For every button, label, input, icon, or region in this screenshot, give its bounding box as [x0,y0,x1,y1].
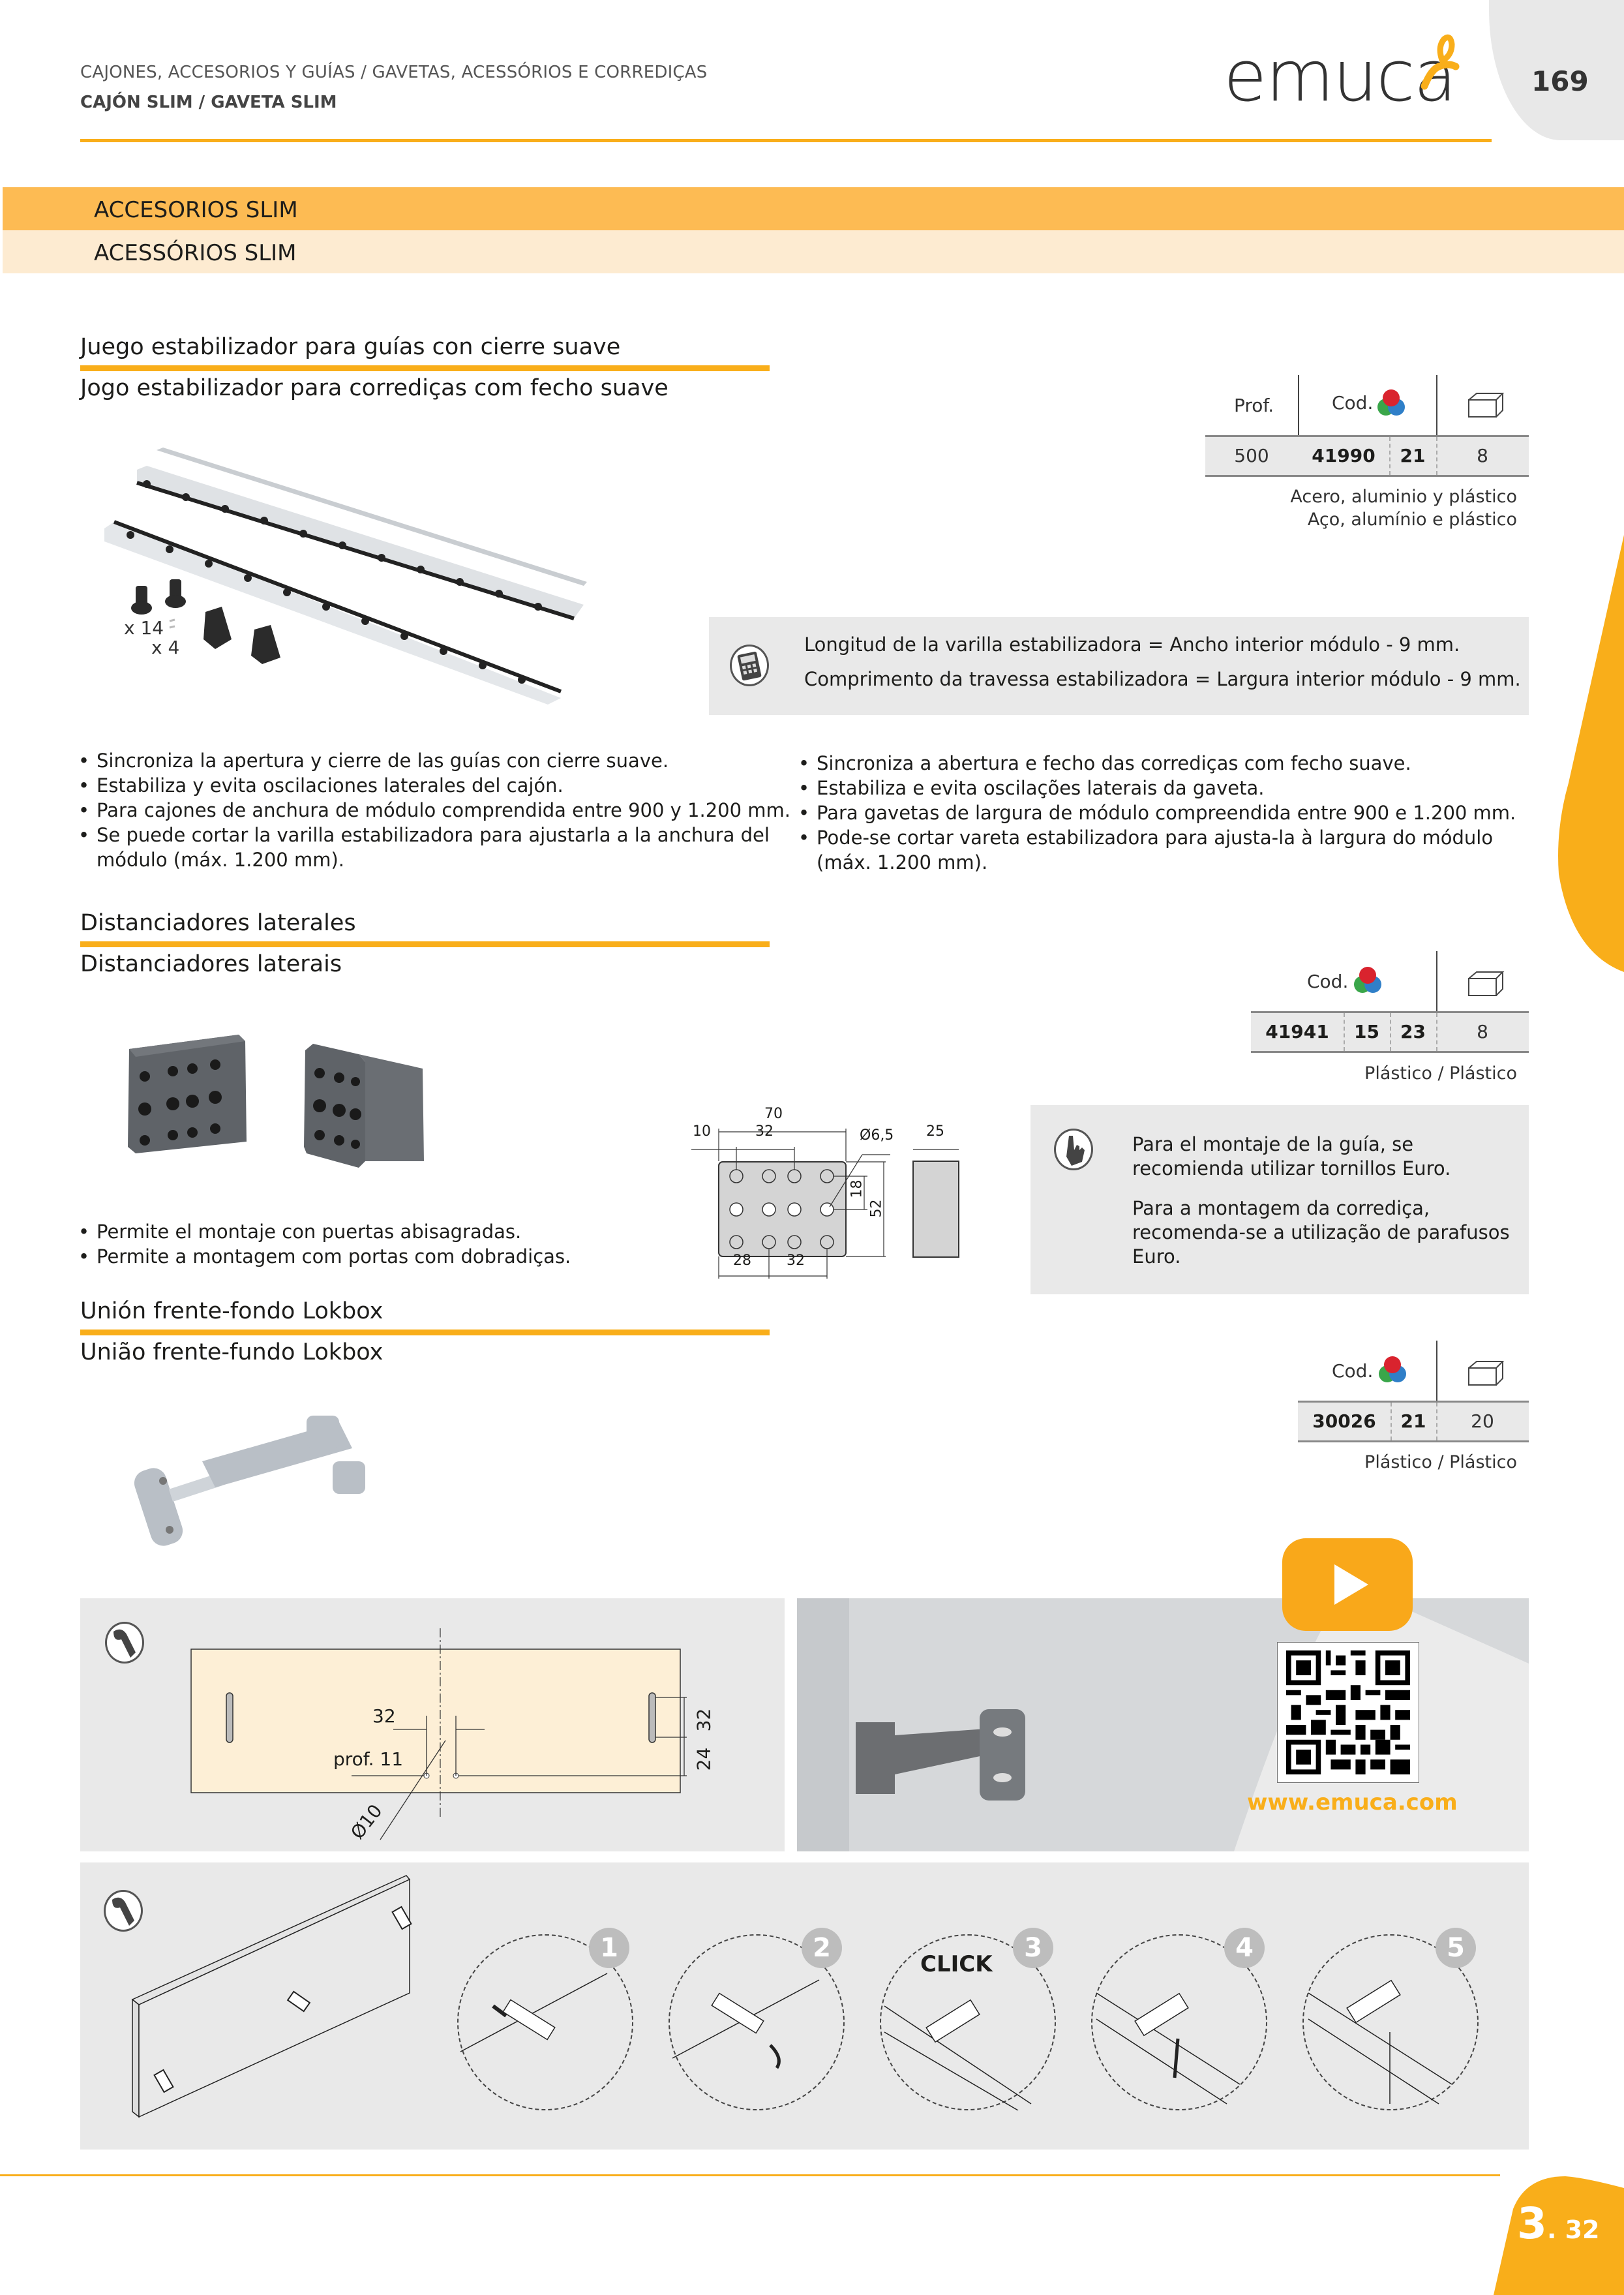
material-pt: Aço, alumínio e plástico [1307,509,1517,530]
spec-table-stabilizer [1205,375,1529,479]
cell-color-2: 23 [1400,1021,1426,1042]
feature-item: • Se puede cortar la varilla estabilizadora para ajustarla a la anchura del módulo (máx. 1.200 mm). [78,823,796,872]
color-options-icon [1354,967,1383,996]
note-pt: Para a montagem da corrediça, recomenda-se a utilização de parafusos Euro. [1132,1197,1510,1268]
cell-color: 21 [1400,445,1426,466]
package-box-icon [1466,969,1505,998]
product-title-lokbox-es: Unión frente-fondo Lokbox [80,1298,383,1324]
column-divider [1298,375,1299,435]
product-title-stabilizer-es: Juego estabilizador para guías con cierre suave [80,334,621,360]
dim-drill-diameter: Ø10 [346,1800,387,1844]
spacers-image [117,1031,444,1187]
cell-code: 41941 [1265,1021,1329,1042]
product-title-divider [80,365,770,371]
chapter-number: 3 [1517,2198,1547,2249]
spacers-features-list [78,1219,730,1269]
feature-item: • Permite el montaje con puertas abisagradas. [78,1219,730,1244]
dim-drill-depth: prof. 11 [333,1748,404,1770]
step-number-3: 3 [1013,1928,1053,1968]
product-title-lokbox-pt: União frente-fundo Lokbox [80,1339,383,1365]
feature-item: • Sincroniza la apertura y cierre de las guías con cierre suave. [78,748,796,773]
spec-table-lokbox [1298,1341,1529,1445]
dim-horizontal-spacing: 32 [372,1705,396,1727]
header-code: Cod. [1332,392,1374,414]
column-divider [1436,951,1437,1011]
product-title-stabilizer-pt: Jogo estabilizador para corrediças com fecho suave [80,375,669,401]
cell-depth: 500 [1234,445,1269,466]
header-divider [80,139,1492,142]
dim-hole-spacing: 32 [755,1123,774,1140]
stabilizer-kit-image [91,444,600,705]
product-title-divider [80,1330,770,1335]
material-es: Acero, aluminio y plástico [1290,487,1517,507]
logo-figure-icon [1413,34,1465,106]
assembly-step-illustrations [457,1934,1481,2110]
side-decoration [1556,535,1624,972]
spacer-technical-drawing [678,1102,1004,1279]
section-title-es: ACCESORIOS SLIM [94,197,298,223]
step-number-5: 5 [1436,1928,1476,1968]
formula-pt: Comprimento da travessa estabilizadora = Largura interior módulo - 9 mm. [804,668,1521,690]
cell-code: 41990 [1312,445,1376,466]
features-list-pt [798,751,1529,875]
emuca-logo [1224,34,1465,117]
color-options-icon [1379,1356,1407,1385]
lokbox-connector-image [130,1409,424,1559]
step-number-1: 1 [589,1928,629,1968]
features-list-es [78,748,796,872]
header-code: Cod. [1307,971,1349,992]
installed-connector-photo [856,1709,1051,1814]
photo-side-panel [797,1598,849,1851]
dim-vertical-spacing: 32 [693,1708,715,1732]
youtube-play-button[interactable] [1282,1538,1413,1631]
qty-screws-label: x 14 [124,617,164,639]
formula-box [709,617,1529,715]
spec-row [1251,1011,1529,1053]
qr-code[interactable] [1277,1642,1419,1783]
feature-item: • Pode-se cortar vareta estabilizadora para ajusta-la à largura do módulo (máx. 1.200 mm). [798,825,1529,875]
footer-divider [0,2174,1500,2176]
product-title-spacers-es: Distanciadores laterales [80,910,356,936]
section-band-es [3,187,1624,230]
spec-table-spacers [1251,951,1529,1056]
dim-bottom-right: 32 [787,1253,805,1269]
column-divider [1436,375,1437,435]
dim-offset: 10 [693,1123,711,1140]
feature-item: • Permite a montagem com portas com dobradiças. [78,1244,730,1269]
header-depth: Prof. [1234,395,1274,416]
product-title-divider [80,941,770,947]
feature-item: • Estabiliza y evita oscilaciones laterales del cajón. [78,773,796,798]
pointing-hand-icon [1054,1129,1093,1170]
header-code: Cod. [1332,1360,1374,1382]
dim-width: 70 [764,1106,783,1122]
dim-vertical-spacing: 18 [849,1179,865,1198]
section-band-pt [3,230,1624,273]
qr-code-pattern [1278,1643,1419,1782]
dim-vertical-offset: 24 [693,1747,715,1771]
step-number-4: 4 [1224,1928,1265,1968]
dim-height: 52 [868,1199,885,1218]
material-stabilizer [1174,485,1517,531]
column-divider [1436,1341,1437,1401]
note-es: Para el montaje de la guía, se recomienda utilizar tornillos Euro. [1132,1133,1451,1179]
feature-item: • Estabiliza e evita oscilações laterais da gaveta. [798,776,1529,800]
spec-row [1298,1401,1529,1442]
mounting-note-box [1030,1105,1529,1294]
page-number: 169 [1531,65,1589,97]
website-link[interactable]: www.emuca.com [1247,1789,1458,1816]
drilling-diagram-panel [80,1598,785,1851]
breadcrumb-category: CAJONES, ACCESORIOS Y GUÍAS / GAVETAS, ACESSÓRIOS E CORREDIÇAS [80,63,708,82]
assembly-steps-panel [80,1862,1529,2150]
material-lokbox: Plástico / Plástico [1364,1452,1517,1472]
cell-color: 21 [1400,1410,1426,1432]
product-title-spacers-pt: Distanciadores laterais [80,951,342,977]
qty-clips-label: x 4 [151,637,180,658]
spec-row [1205,435,1529,477]
dim-bottom-left: 28 [733,1253,751,1269]
calculator-icon [730,645,769,686]
feature-item: • Para cajones de anchura de módulo comprendida entre 900 y 1.200 mm. [78,798,796,823]
package-box-icon [1466,1359,1505,1388]
dim-hole-diameter: Ø6,5 [860,1127,894,1144]
feature-item: • Para gavetas de largura de módulo compreendida entre 900 e 1.200 mm. [798,800,1529,825]
cell-color-1: 15 [1354,1021,1379,1042]
drawer-front-overview [80,1862,445,2150]
cell-package: 8 [1477,1021,1488,1042]
step-number-2: 2 [802,1928,842,1968]
dim-depth: 25 [926,1123,944,1140]
drilling-diagram [80,1598,785,1851]
brand-name: emuca [1224,36,1456,117]
footer-page-number [1517,2198,1599,2249]
cell-package: 20 [1471,1410,1494,1432]
cell-package: 8 [1477,445,1488,466]
chapter-page: . 32 [1546,2215,1600,2244]
click-label: CLICK [920,1951,993,1977]
package-box-icon [1466,391,1505,419]
formula-es: Longitud de la varilla estabilizadora = Ancho interior módulo - 9 mm. [804,633,1460,656]
color-options-icon [1377,389,1406,418]
section-title-pt: ACESSÓRIOS SLIM [94,240,297,266]
feature-item: • Sincroniza a abertura e fecho das corrediças com fecho suave. [798,751,1529,776]
breadcrumb-subcategory: CAJÓN SLIM / GAVETA SLIM [80,93,337,112]
cell-code: 30026 [1312,1410,1376,1432]
material-spacers: Plástico / Plástico [1364,1063,1517,1084]
